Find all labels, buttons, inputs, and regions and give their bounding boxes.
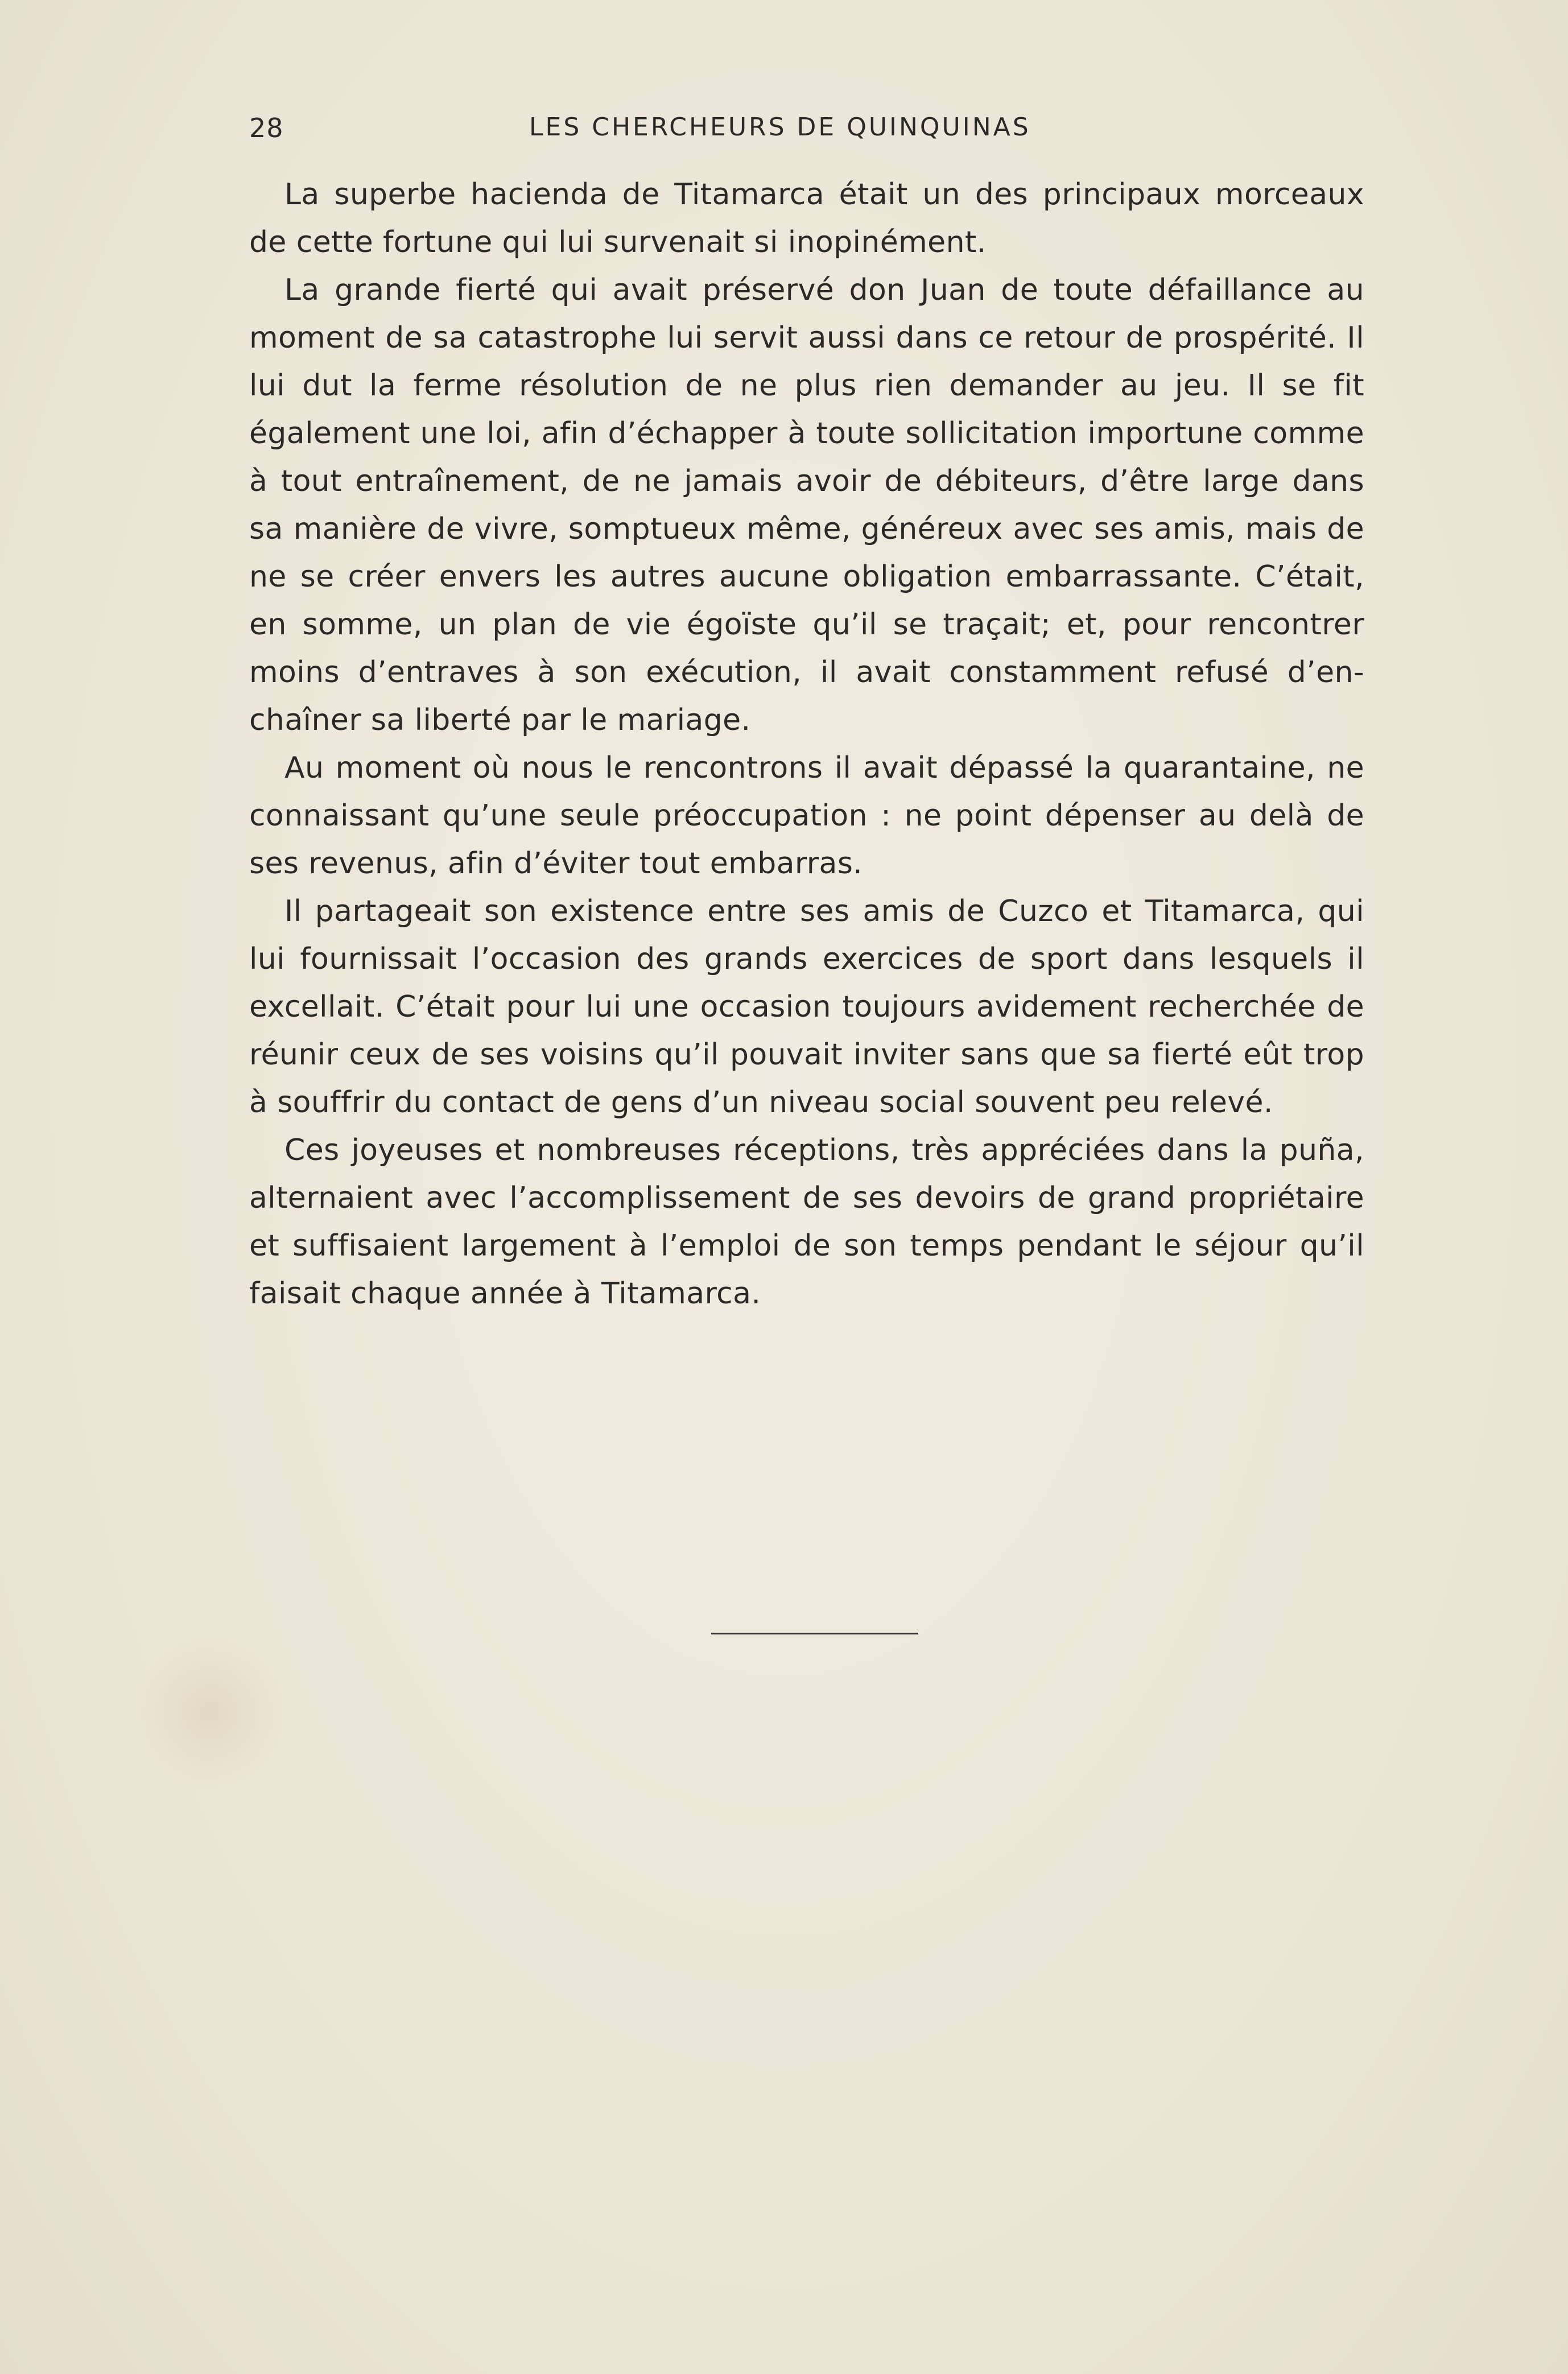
section-divider	[711, 1633, 918, 1634]
running-title: LES CHERCHEURS DE QUINQUINAS	[529, 113, 1031, 142]
paper-stain	[137, 1638, 284, 1786]
running-head	[249, 113, 1363, 158]
page-number: 28	[249, 113, 284, 143]
paragraph-3: Au moment où nous le rencontrons il avait dépassé la quarantaine, ne connaissant qu’une seule préoccupation : ne point dépenser au delà de ses revenus, afin d’éviter tout embarras.	[249, 751, 1364, 881]
paragraph-5: Ces joyeuses et nombreuses réceptions, très appréciées dans la puña, alternaient avec l’accomplissement de ses devoirs de grand propriétaire et suffisaient largement à l’emploi de son temps pendant le séjour qu’il faisait chaque année à Titamarca.	[249, 1133, 1364, 1311]
paragraph-1: La superbe hacienda de Titamarca était un des principaux morceaux de cette fortune qui lui survenait si inopinément.	[249, 177, 1364, 259]
body-text	[249, 171, 1364, 1318]
paragraph-4: Il partageait son existence entre ses amis de Cuzco et Titamarca, qui lui fournissait l’occasion des grands exercices de sport dans lesquels il excellait. C’était pour lui une occasion toujours avidement recherchée de réunir ceux de ses voisins qu’il pouvait inviter sans que sa fierté eût trop à souffrir du contact de gens d’un niveau social souvent peu relevé.	[249, 894, 1364, 1120]
paragraph-2: La grande fierté qui avait préservé don Juan de toute défaillance au moment de sa catastrophe lui servit aussi dans ce retour de prospérité. Il lui dut la ferme résolution de ne plus rien demander au jeu. Il se fit également une loi, afin d’échapper à toute sollicitation importune comme à tout entraînement, de ne jamais avoir de débiteurs, d’être large dans sa manière de vivre, somptueux même, généreux avec ses amis, mais de ne se créer envers les autres aucune obligation embarrassante. C’était, en somme, un plan de vie égoïste qu’il se traçait; et, pour rencontrer moins d’entraves à son exécution, il avait constamment refusé d’en-chaîner sa liberté par le mariage.	[249, 273, 1364, 737]
